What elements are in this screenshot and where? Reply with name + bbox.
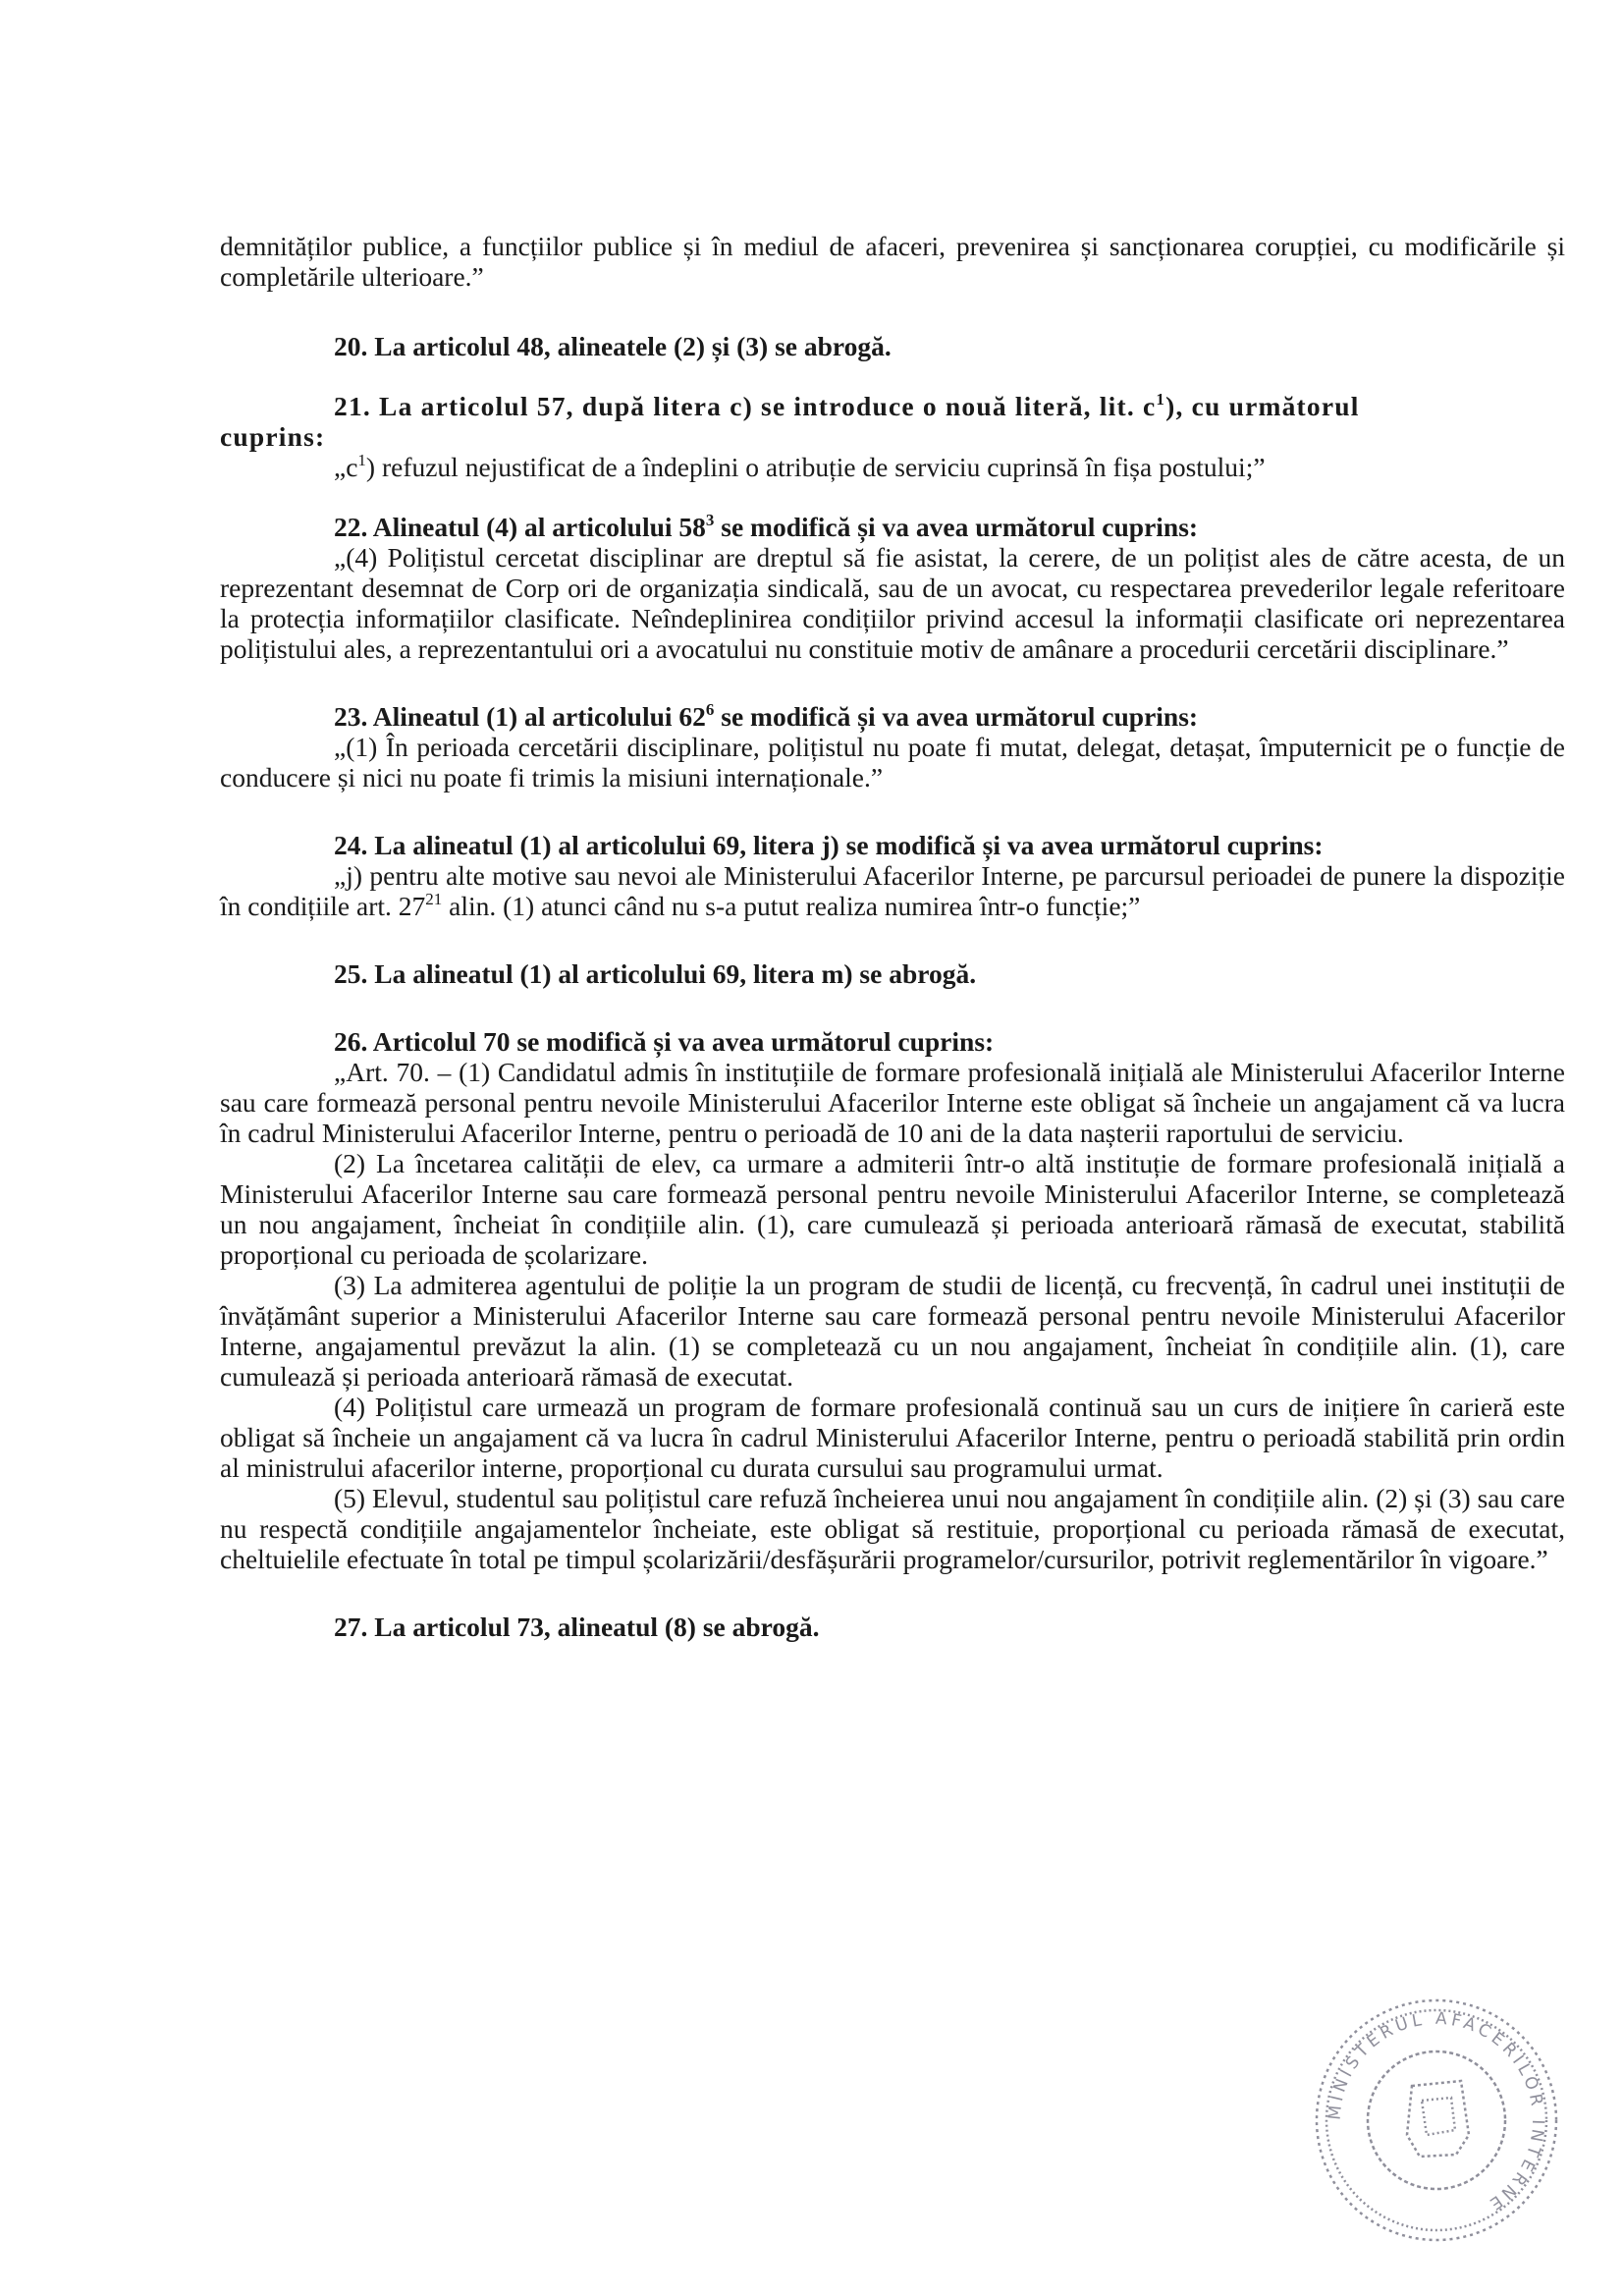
document-body [220,231,1565,1642]
item-25-heading: 25. La alineatul (1) al articolului 69, litera m) se abrogă. [334,958,977,989]
item-24-quote: „j) pentru alte motive sau nevoi ale Ministerului Afacerilor Interne, pe parcursul perioadei de punere la dispoziție în condițiile art. $27^{21}$ alin. (1) atunci când nu s-a putut realiza numirea într-o funcție;” [220,860,1565,921]
art70-paragraph-4: (4) Polițistul care urmează un program de formare profesională continuă sau un curs de inițiere în carieră este obligat să încheie un angajament că va lucra în cadrul Ministerului Afacerilor Interne, pentru o perioadă stabilită prin ordin al ministrului afacerilor interne, proporțional cu durata cursului sau programului urmat. [220,1392,1565,1483]
art70-paragraph-5: (5) Elevul, studentul sau polițistul care refuză încheierea unui nou angajament în condițiile alin. (2) și (3) sau care nu respectă condițiile angajamentelor încheiate, este obligat să restituie, proporțional cu perioada rămasă de executat, cheltuielile efectuate în total pe timpul școlarizării/desfășurării programelor/cursurilor, potrivit reglementărilor în vigoare.” [220,1483,1565,1574]
item-23-heading: 23. Alineatul (1) al articolului $62^6$ se modifică și va avea următorul cuprins: [334,700,1199,732]
item-22-quote: „(4) Polițistul cercetat disciplinar are dreptul să fie asistat, la cerere, de un polițist ales de către acesta, de un reprezentant desemnat de Corp ori de organizația sindicală, sau de un avocat, cu respectarea prevederilor legale referitoare la protecția informațiilor clasificate. Neîndeplinirea condițiilor privind accesul la informații clasificate ori neprezentarea polițistului ales, a reprezentantului ori a avocatului nu constituie motiv de amânare a procedurii cercetării disciplinare.” [220,542,1565,664]
item-21-quote: $„c^1$) refuzul nejustificat de a îndeplini o atribuție de serviciu cuprinsă în fișa postului;” [334,451,1266,482]
item-27-heading: 27. La articolul 73, alineatul (8) se abrogă. [334,1612,820,1642]
intro-continuation: demnităților publice, a funcțiilor publice și în mediul de afaceri, prevenirea și sancționarea corupției, cu modificările și completările ulterioare.” [220,231,1565,292]
item-21-heading: 21. La articolul 57, după litera c) se introduce o nouă literă, lit. $c^1$), cu următorul [334,390,1360,421]
item-23-quote: „(1) În perioada cercetării disciplinare, polițistul nu poate fi mutat, delegat, detașat, împuternicit pe o funcție de conducere și nici nu poate fi trimis la misiuni internaționale.” [220,732,1565,793]
stamp-seal-icon [1294,1988,1579,2253]
item-22-heading: 22. Alineatul (4) al articolului $58^3$ se modifică și va avea următorul cuprins: [334,511,1199,542]
item-20-heading: 20. La articolul 48, alineatele (2) și (3) se abrogă. [334,331,892,361]
stamp-ring-text: MINISTERUL AFACERILOR INTERNE [1325,2008,1548,2215]
art70-paragraph-1: „Art. 70. – (1) Candidatul admis în instituțiile de formare profesională inițială ale Ministerului Afacerilor Interne sau care formează personal pentru nevoile Ministerului Afacerilor Interne este obligat să încheie un angajament că va lucra în cadrul Ministerului Afacerilor Interne, pentru o perioadă de 10 ani de la data nașterii raportului de serviciu. [220,1057,1565,1148]
item-26-heading: 26. Articolul 70 se modifică și va avea următorul cuprins: [334,1026,995,1057]
ministry-stamp [1294,1988,1579,2253]
item-24-heading: 24. La alineatul (1) al articolului 69, litera j) se modifică și va avea următorul cuprins: [334,830,1324,860]
item-21-heading-line2: cuprins: [220,421,326,452]
svg-text:MINISTERUL AFACERILOR INTERNE [1325,2009,1547,2215]
art70-paragraph-3: (3) La admiterea agentului de poliție la un program de studii de licență, cu frecvență, în cadrul unei instituții de învățământ superior a Ministerului Afacerilor Interne sau care formează personal pentru nevoile Ministerului Afacerilor Interne, angajamentul prevăzut la alin. (1) se completează cu un nou angajament, încheiat în condițiile alin. (1), care cumulează și perioada anterioară rămasă de executat. [220,1270,1565,1392]
art70-paragraph-2: (2) La încetarea calității de elev, ca urmare a admiterii într-o altă instituție de formare profesională inițială a Ministerului Afacerilor Interne sau care formează personal pentru nevoile Ministerului Afacerilor Interne, se completează un nou angajament, încheiat în condițiile alin. (1), care cumulează și perioada anterioară rămasă de executat, stabilită proporțional cu perioada de școlarizare. [220,1148,1565,1270]
